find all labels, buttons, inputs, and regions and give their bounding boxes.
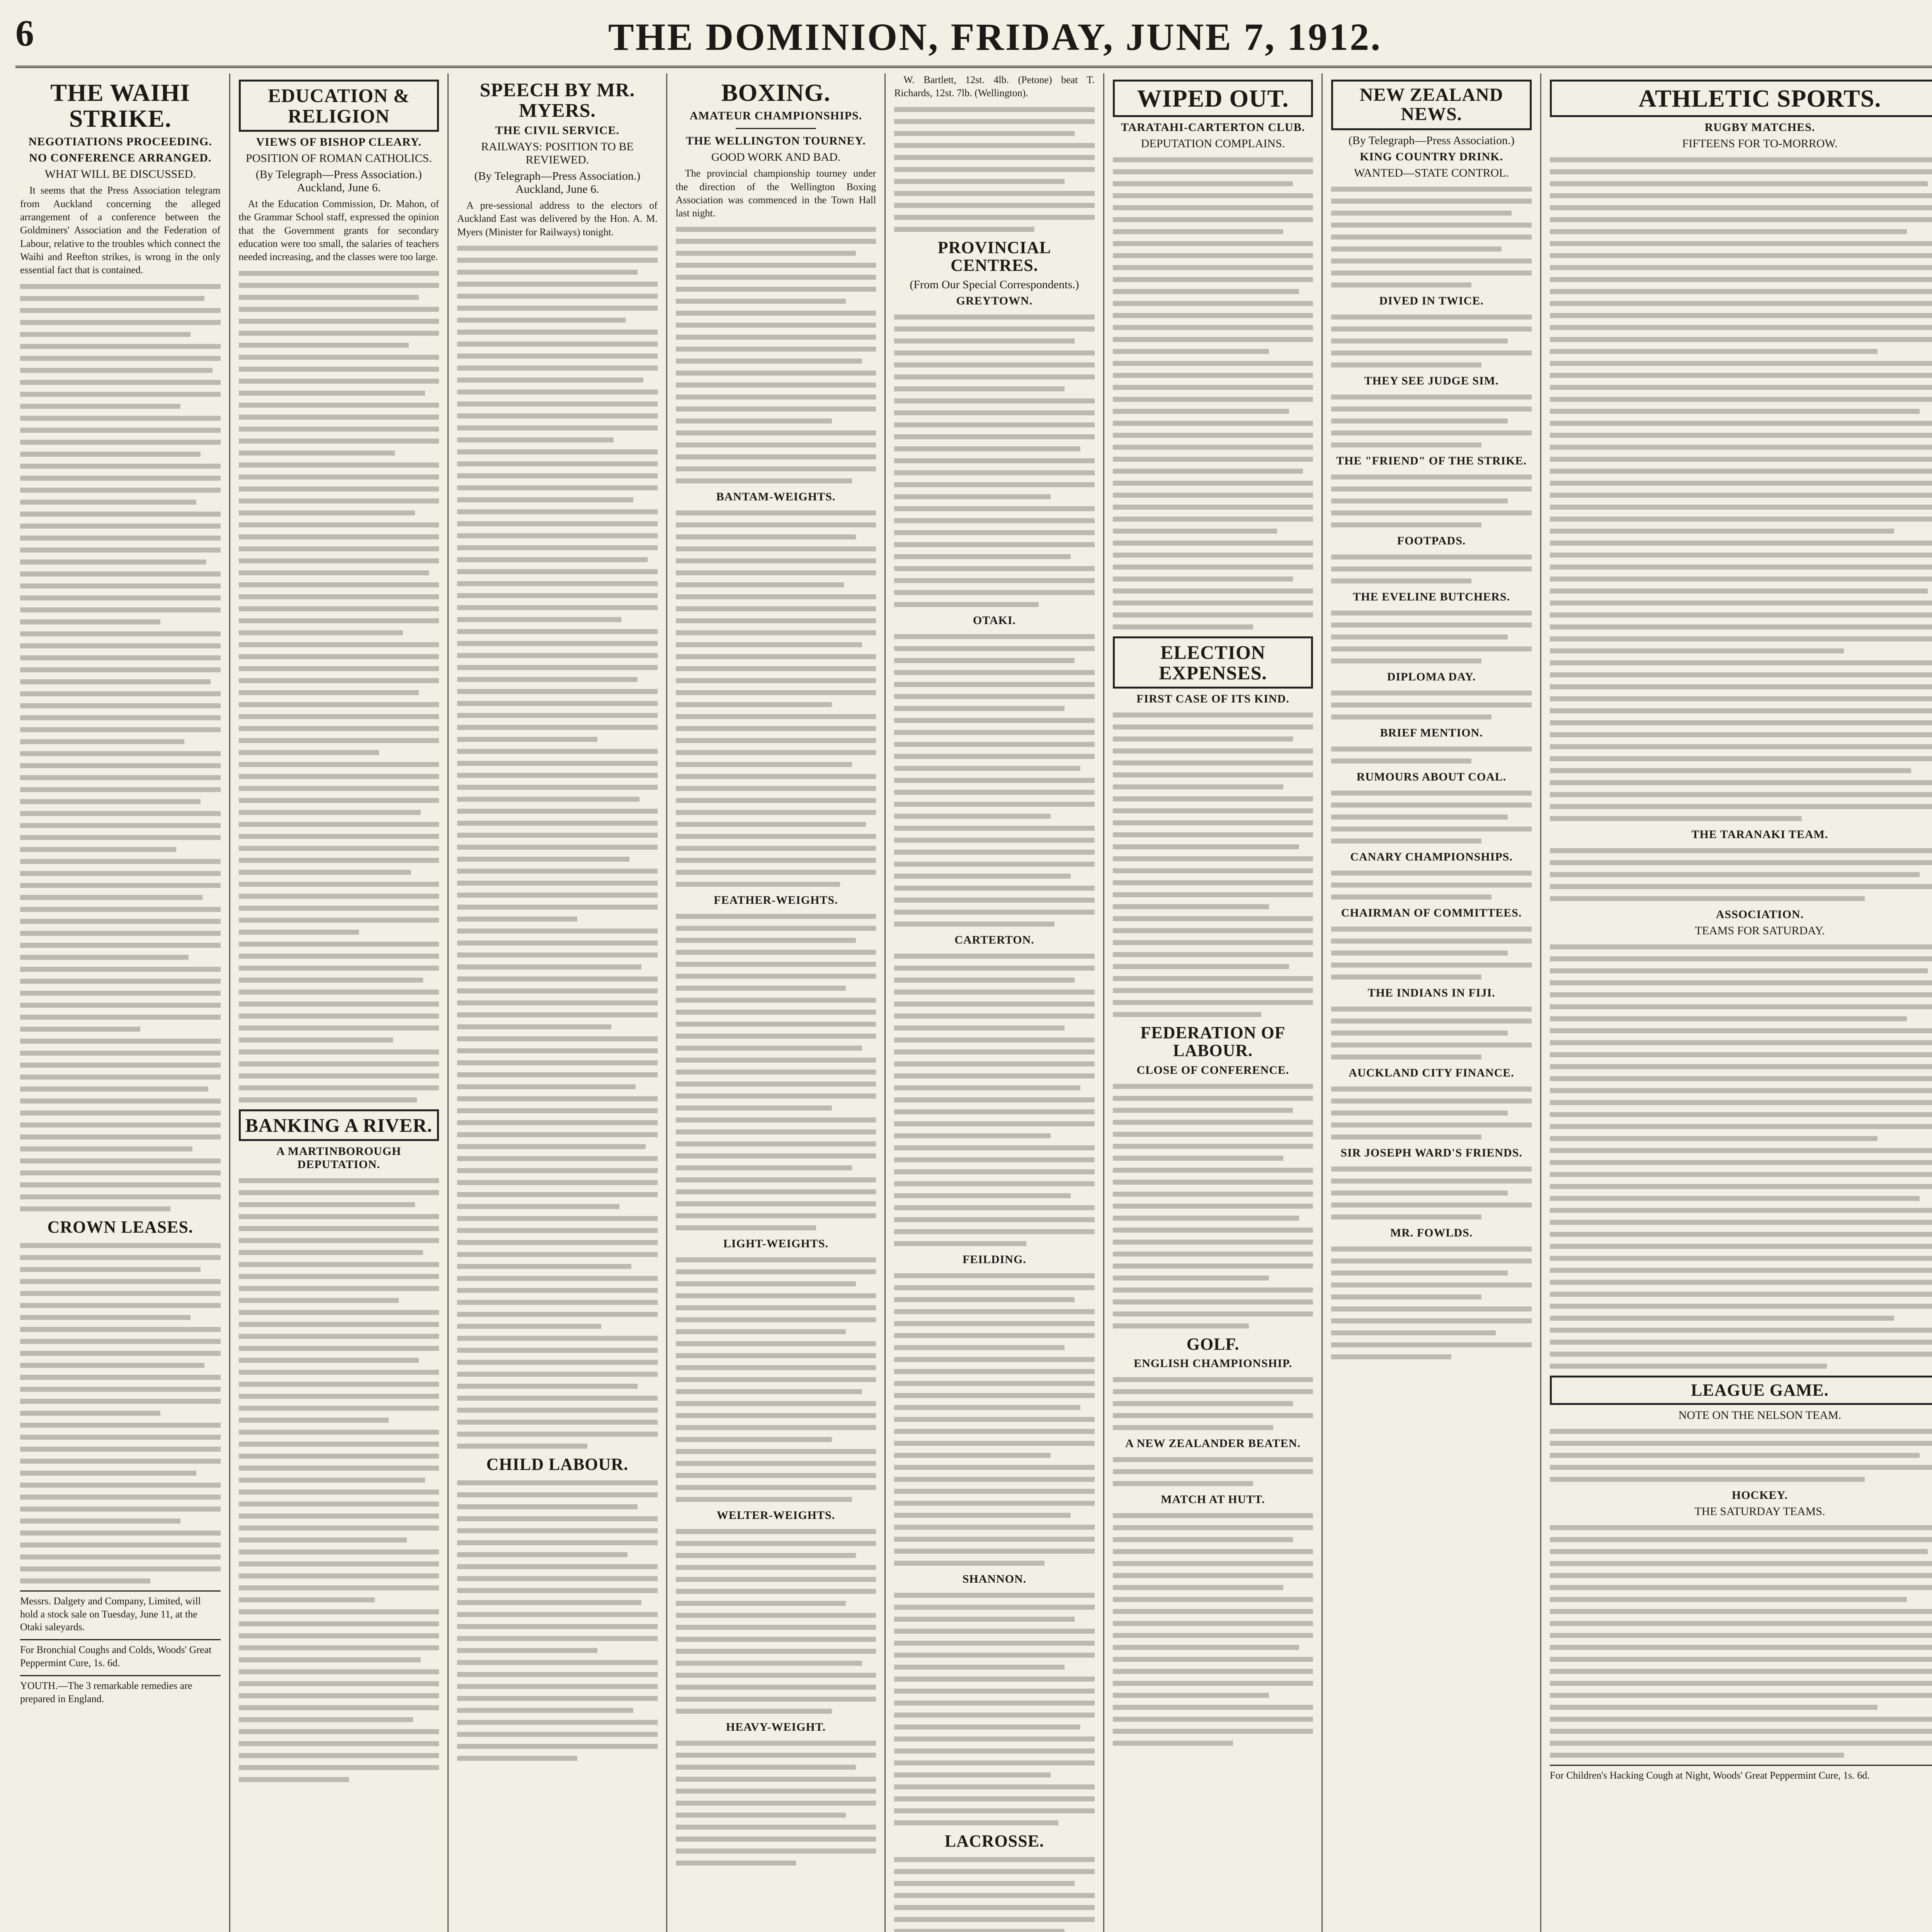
subhead: TARATAHI-CARTERTON CLUB.: [1121, 121, 1305, 134]
divider: [736, 128, 816, 129]
headline-nz-news: NEW ZEALAND NEWS.: [1331, 80, 1532, 130]
headline-boxing: BOXING.: [721, 79, 831, 106]
column-1: [12, 73, 230, 1932]
column-4: [667, 73, 886, 1932]
subhead: HEAVY-WEIGHT.: [726, 1721, 826, 1734]
headline-child-labour: CHILD LABOUR.: [486, 1454, 629, 1474]
article-text-block: [1550, 944, 1932, 1369]
article-text-block: [676, 1257, 876, 1502]
headline-waihi-strike: THE WAIHI STRIKE.: [50, 79, 190, 133]
subhead: ASSOCIATION.: [1716, 908, 1804, 921]
subhead: BRIEF MENTION.: [1380, 726, 1483, 739]
subhead: A MARTINBOROUGH DEPUTATION.: [276, 1145, 401, 1171]
article-text-block: [1331, 747, 1532, 764]
column-8: [1541, 73, 1932, 1932]
article-text-block: [894, 1273, 1095, 1566]
article-text-block: [894, 107, 1095, 232]
article-text-block: [894, 1593, 1095, 1825]
subhead: FIFTEENS FOR TO-MORROW.: [1682, 137, 1838, 150]
article-text-block: [1550, 1429, 1932, 1482]
article-text-block: [1331, 1087, 1532, 1139]
notice-stock-sale: Messrs. Dalgety and Company, Limited, will hold a stock sale on Tuesday, June 11, at the Otaki saleyards.: [20, 1590, 221, 1634]
headline-banking-river: BANKING A RIVER.: [239, 1109, 439, 1141]
article-text-block: [1331, 871, 1532, 900]
subhead: THE TARANAKI TEAM.: [1691, 828, 1828, 841]
subhead: THE SATURDAY TEAMS.: [1694, 1505, 1825, 1518]
headline-speech-myers: SPEECH BY MR. MYERS.: [480, 79, 635, 121]
headline-provincial-centres: PROVINCIAL CENTRES.: [937, 238, 1051, 275]
headline-league-game: LEAGUE GAME.: [1550, 1376, 1932, 1405]
article-text-block: [1113, 1513, 1313, 1746]
article-text-block: [1550, 848, 1932, 901]
subhead: FIRST CASE OF ITS KIND.: [1136, 692, 1289, 706]
page-number: 6: [15, 12, 34, 54]
subhead: NEGOTIATIONS PROCEEDING.: [28, 135, 212, 148]
article-text-block: [1113, 157, 1313, 629]
subhead: (By Telegraph—Press Association.): [1348, 134, 1515, 147]
subhead: POSITION OF ROMAN CATHOLICS.: [245, 152, 432, 165]
article-text-block: [20, 1243, 221, 1583]
subhead: THE WELLINGTON TOURNEY.: [686, 134, 866, 148]
article-text-block: [1331, 395, 1532, 447]
subhead: CANARY CHAMPIONSHIPS.: [1350, 850, 1513, 863]
advert-peppermint-cure: For Bronchial Coughs and Colds, Woods' Great Peppermint Cure, 1s. 6d.: [20, 1639, 221, 1670]
columns: [12, 73, 1932, 1932]
article-text-block: [457, 1480, 658, 1761]
subhead: NO CONFERENCE ARRANGED.: [29, 151, 212, 165]
subhead: ENGLISH CHAMPIONSHIP.: [1134, 1357, 1293, 1370]
article-text-block: [1331, 927, 1532, 980]
subhead: FEILDING.: [963, 1253, 1026, 1266]
headline-lacrosse: LACROSSE.: [944, 1832, 1044, 1850]
article-text-block: [894, 1857, 1095, 1932]
subhead: AUCKLAND CITY FINANCE.: [1349, 1066, 1514, 1079]
subhead: FOOTPADS.: [1397, 534, 1466, 547]
article-text-block: [676, 510, 876, 887]
article-text-block: [1331, 187, 1532, 287]
column-5: [886, 73, 1104, 1932]
subhead: THE "FRIEND" OF THE STRIKE.: [1336, 454, 1527, 467]
subhead: RUGBY MATCHES.: [1704, 121, 1815, 134]
subhead: A NEW ZEALANDER BEATEN.: [1125, 1437, 1301, 1450]
article-text-block: [676, 227, 876, 483]
subhead: HOCKEY.: [1731, 1489, 1788, 1502]
subhead: FEATHER-WEIGHTS.: [714, 894, 838, 907]
headline-federation-labour: FEDERATION OF LABOUR.: [1140, 1023, 1286, 1060]
subhead: CLOSE OF CONFERENCE.: [1136, 1063, 1289, 1077]
subhead: VIEWS OF BISHOP CLEARY.: [256, 136, 422, 148]
subhead: THE EVELINE BUTCHERS.: [1353, 590, 1510, 603]
article-text-block: [1331, 474, 1532, 527]
article-text-block: [676, 1529, 876, 1714]
article-text-block: [239, 271, 439, 1102]
article-text-block: [1113, 1377, 1313, 1430]
subhead: KING COUNTRY DRINK.: [1360, 150, 1503, 163]
subhead: GOOD WORK AND BAD.: [711, 151, 841, 164]
headline-athletic-sports: ATHLETIC SPORTS.: [1550, 80, 1932, 117]
article-text-block: [1550, 1525, 1932, 1758]
subhead: AMATEUR CHAMPIONSHIPS.: [689, 109, 862, 122]
subhead: CARTERTON.: [954, 934, 1034, 946]
subhead: THE INDIANS IN FIJI.: [1367, 986, 1495, 999]
subhead: SIR JOSEPH WARD'S FRIENDS.: [1340, 1146, 1522, 1159]
subhead: BANTAM-WEIGHTS.: [716, 490, 836, 503]
subhead: THE CIVIL SERVICE.: [495, 124, 619, 137]
subhead: MATCH AT HUTT.: [1161, 1493, 1265, 1506]
advert-youth-remedies: YOUTH.—The 3 remarkable remedies are prepared in England.: [20, 1675, 221, 1706]
article-paragraph: It seems that the Press Association telegram from Auckland concerning the alleged arrangement of a conference between the Goldminers' Association and the Federation of Labour, relative to the troubles which connect the Waihi and Reefton strikes, is wrong in the only essential fact that is contained.: [20, 185, 221, 276]
article-paragraph: The provincial championship tourney under the direction of the Wellington Boxing Association was commenced in the Town Hall last night.: [675, 168, 876, 219]
subhead: WHAT WILL BE DISCUSSED.: [44, 168, 196, 181]
subhead: THEY SEE JUDGE SIM.: [1364, 374, 1499, 387]
subhead: MR. FOWLDS.: [1390, 1226, 1473, 1239]
dateline: (By Telegraph—Press Association.) Auckland, June 6.: [255, 168, 422, 194]
article-text-block: [1331, 1167, 1532, 1219]
subhead: NOTE ON THE NELSON TEAM.: [1678, 1409, 1842, 1422]
article-text-block: [676, 914, 876, 1230]
subhead: WANTED—STATE CONTROL.: [1354, 166, 1509, 179]
subhead: TEAMS FOR SATURDAY.: [1695, 924, 1825, 937]
article-text-block: [1331, 611, 1532, 663]
headline-golf: GOLF.: [1186, 1334, 1240, 1354]
subhead: RAILWAYS: POSITION TO BE REVIEWED.: [481, 140, 634, 166]
article-text-block: [1550, 157, 1932, 821]
column-3: [449, 73, 667, 1932]
advert-peppermint-cure: For Children's Hacking Cough at Night, Woods' Great Peppermint Cure, 1s. 6d.: [1550, 1765, 1932, 1782]
subhead: GREYTOWN.: [956, 294, 1033, 307]
article-text-block: [457, 246, 658, 1449]
article-text-block: [1331, 315, 1532, 367]
article-text-block: [1113, 1457, 1313, 1486]
subhead: OTAKI.: [973, 614, 1016, 627]
article-text-block: [20, 284, 221, 1211]
subhead: SHANNON.: [962, 1573, 1027, 1585]
article-paragraph: A pre-sessional address to the electors of Auckland East was delivered by the Hon. A. M. Myers (Minister for Railways) tonight.: [457, 200, 658, 238]
subhead: (From Our Special Correspondents.): [910, 278, 1079, 291]
article-text-block: [894, 315, 1095, 607]
headline-wiped-out: WIPED OUT.: [1113, 80, 1313, 117]
masthead: [15, 8, 1932, 68]
article-text-block: [894, 634, 1095, 927]
column-6: [1104, 73, 1323, 1932]
subhead: DIVED IN TWICE.: [1379, 294, 1484, 307]
subhead: RUMOURS ABOUT COAL.: [1356, 770, 1507, 783]
subhead: DIPLOMA DAY.: [1387, 670, 1476, 683]
article-text-block: [894, 954, 1095, 1246]
article-text-block: [239, 1178, 439, 1782]
article-text-block: [1331, 791, 1532, 844]
headline-crown-leases: CROWN LEASES.: [47, 1217, 193, 1236]
article-text-block: [1113, 713, 1313, 1017]
subhead: WELTER-WEIGHTS.: [716, 1509, 835, 1522]
column-7: [1323, 73, 1541, 1932]
article-text-block: [1331, 1247, 1532, 1359]
article-text-block: [1113, 1084, 1313, 1328]
subhead: CHAIRMAN OF COMMITTEES.: [1341, 906, 1522, 919]
headline-education-religion: EDUCATION & RELIGION: [239, 80, 439, 132]
headline-election-expenses: ELECTION EXPENSES.: [1113, 636, 1313, 689]
subhead: DEPUTATION COMPLAINS.: [1141, 137, 1285, 150]
article-text-block: [1331, 554, 1532, 583]
subhead: LIGHT-WEIGHTS.: [723, 1237, 829, 1250]
column-2: [230, 73, 449, 1932]
article-paragraph: At the Education Commission, Dr. Mahon, of the Grammar School staff, expressed the opinion that the Government grants for secondary education were too small, the salaries of teachers needed increasing, and the classes were too large.: [238, 198, 439, 263]
article-paragraph: W. Bartlett, 12st. 4lb. (Petone) beat T. Richards, 12st. 7lb. (Wellington).: [894, 74, 1095, 99]
article-text-block: [1331, 690, 1532, 719]
dateline: (By Telegraph—Press Association.) Auckland, June 6.: [474, 170, 641, 196]
article-text-block: [1331, 1007, 1532, 1060]
article-text-block: [676, 1741, 876, 1866]
masthead-title: THE DOMINION, FRIDAY, JUNE 7, 1912.: [608, 15, 1382, 58]
